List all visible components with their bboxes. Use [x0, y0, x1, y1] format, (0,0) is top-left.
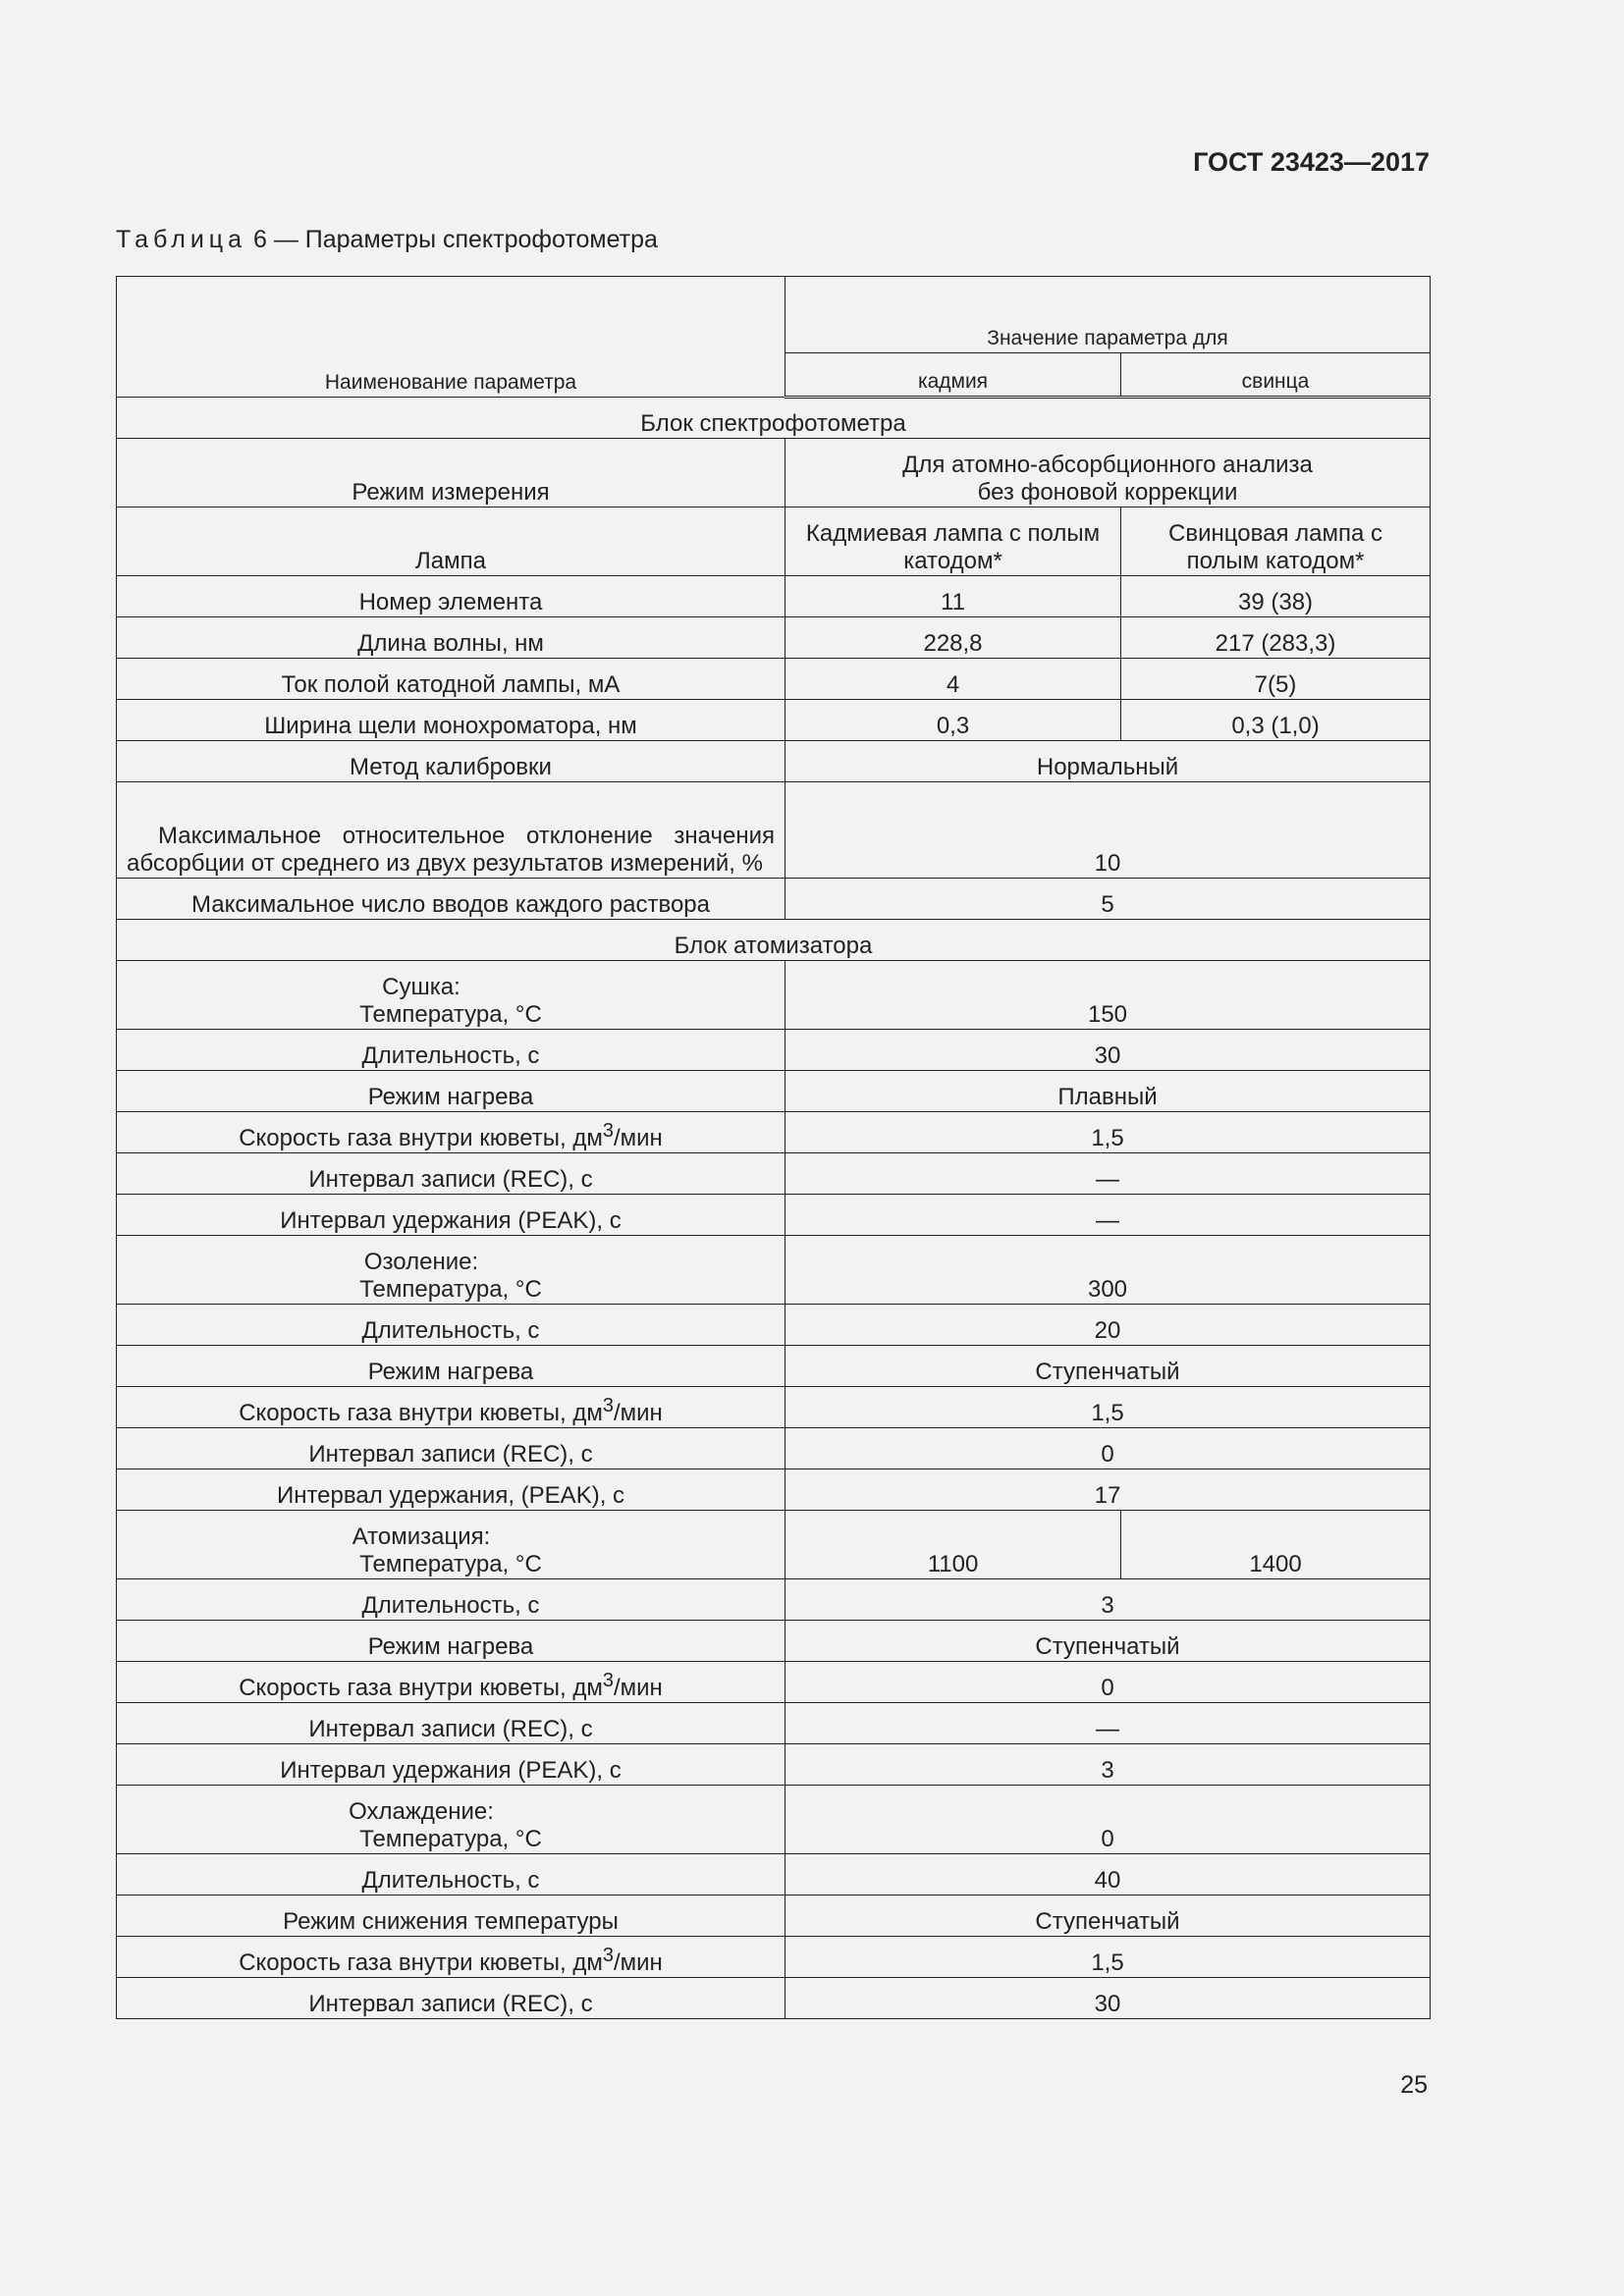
- row-value-wavelength-lead: 217 (283,3): [1121, 617, 1431, 659]
- row-value-slit-lead: 0,3 (1,0): [1121, 700, 1431, 741]
- row-name-ashing-heating: Режим нагрева: [117, 1346, 785, 1387]
- stage-title-atomization: Атомизация:: [352, 1523, 491, 1550]
- row-value-drying-gas: 1,5: [785, 1112, 1431, 1153]
- row-name-ashing-gas: Скорость газа внутри кюветы, $дм^3$/мин: [117, 1387, 785, 1428]
- row-value-atomization-duration: 3: [785, 1579, 1431, 1621]
- row-value-slit-cadmium: 0,3: [785, 700, 1121, 741]
- row-value-cooling-gas: 1,5: [785, 1937, 1431, 1978]
- row-name-atomization-heating: Режим нагрева: [117, 1621, 785, 1662]
- row-name-cooling-mode: Режим снижения температуры: [117, 1896, 785, 1937]
- row-value-drying-duration: 30: [785, 1030, 1431, 1071]
- stage-title-ashing: Озоление:: [363, 1249, 479, 1275]
- row-name-ashing-peak: Интервал удержания, (PEAK), с: [117, 1469, 785, 1511]
- stage-title-drying: Сушка:: [382, 974, 460, 1000]
- page-number: 25: [1400, 2071, 1428, 2099]
- header-cadmium: кадмия: [785, 353, 1121, 398]
- row-name-atomization-rec: Интервал записи (REC), с: [117, 1703, 785, 1744]
- row-value-ashing-gas: 1,5: [785, 1387, 1431, 1428]
- parameters-table: [116, 276, 1431, 2019]
- row-value-lamp-cadmium: Кадмиевая лампа с полым катодом*: [785, 507, 1121, 576]
- row-value-cooling-temperature: 0: [785, 1786, 1431, 1854]
- row-value-ashing-duration: 20: [785, 1305, 1431, 1346]
- stage-title-cooling: Охлаждение:: [349, 1798, 494, 1825]
- row-name-calibration: Метод калибровки: [117, 741, 785, 782]
- row-name-atomization-gas: Скорость газа внутри кюветы, $дм^3$/мин: [117, 1662, 785, 1703]
- row-name-max-inputs: Максимальное число вводов каждого раствора: [117, 879, 785, 920]
- row-value-atomization-gas: 0: [785, 1662, 1431, 1703]
- row-name-cooling-temperature: [117, 1786, 785, 1854]
- row-value-max-inputs: 5: [785, 879, 1431, 920]
- row-name-ashing-temperature: [117, 1236, 785, 1305]
- row-name-max-deviation: Максимальное относительное отклонение значения абсорбции от среднего из двух результатов измерений, %: [117, 782, 785, 879]
- row-value-ashing-temperature: 300: [785, 1236, 1431, 1305]
- row-value-measure-mode: Для атомно-абсорбционного анализа без фоновой коррекции: [785, 439, 1431, 507]
- row-value-atomization-heating: Ступенчатый: [785, 1621, 1431, 1662]
- row-name-wavelength: Длина волны, нм: [117, 617, 785, 659]
- drying-temperature-label: Температура, °С: [359, 1001, 542, 1028]
- row-name-drying-duration: Длительность, с: [117, 1030, 785, 1071]
- row-name-ashing-duration: Длительность, с: [117, 1305, 785, 1346]
- row-value-ashing-heating: Ступенчатый: [785, 1346, 1431, 1387]
- row-name-cooling-duration: Длительность, с: [117, 1854, 785, 1896]
- row-value-atomization-rec: —: [785, 1703, 1431, 1744]
- row-name-lamp: Лампа: [117, 507, 785, 576]
- table-caption-label: Таблица: [116, 226, 247, 253]
- row-value-ashing-peak: 17: [785, 1469, 1431, 1511]
- table-caption-text: 6 — Параметры спектрофотометра: [252, 226, 658, 253]
- row-name-drying-heating: Режим нагрева: [117, 1071, 785, 1112]
- row-name-atomization-temperature: [117, 1511, 785, 1579]
- row-value-calibration: Нормальный: [785, 741, 1431, 782]
- row-value-drying-rec: —: [785, 1153, 1431, 1195]
- row-name-measure-mode: Режим измерения: [117, 439, 785, 507]
- row-value-atomization-peak: 3: [785, 1744, 1431, 1786]
- header-value-group: Значение параметра для: [785, 277, 1431, 353]
- row-name-cooling-gas: Скорость газа внутри кюветы, $дм^3$/мин: [117, 1937, 785, 1978]
- row-value-ashing-rec: 0: [785, 1428, 1431, 1469]
- row-value-lamp-lead: Свинцовая лампа с полым катодом*: [1121, 507, 1431, 576]
- section-atomizer: Блок атомизатора: [117, 920, 1431, 961]
- row-name-drying-gas: Скорость газа внутри кюветы, $дм^3$/мин: [117, 1112, 785, 1153]
- row-value-drying-heating: Плавный: [785, 1071, 1431, 1112]
- row-name-drying-peak: Интервал удержания (PEAK), с: [117, 1195, 785, 1236]
- row-name-ashing-rec: Интервал записи (REC), с: [117, 1428, 785, 1469]
- row-value-current-cadmium: 4: [785, 659, 1121, 700]
- row-value-wavelength-cadmium: 228,8: [785, 617, 1121, 659]
- row-name-lamp-current: Ток полой катодной лампы, мА: [117, 659, 785, 700]
- row-value-element-cadmium: 11: [785, 576, 1121, 617]
- row-name-atomization-peak: Интервал удержания (PEAK), с: [117, 1744, 785, 1786]
- row-value-cooling-duration: 40: [785, 1854, 1431, 1896]
- cooling-temperature-label: Температура, °С: [359, 1826, 542, 1852]
- row-value-atomization-temp-lead: 1400: [1121, 1511, 1431, 1579]
- row-value-drying-peak: —: [785, 1195, 1431, 1236]
- ashing-temperature-label: Температура, °С: [359, 1276, 542, 1303]
- row-value-drying-temperature: 150: [785, 961, 1431, 1030]
- row-value-atomization-temp-cadmium: 1100: [785, 1511, 1121, 1579]
- row-value-max-deviation: 10: [785, 782, 1431, 879]
- row-value-cooling-mode: Ступенчатый: [785, 1896, 1431, 1937]
- row-name-element-number: Номер элемента: [117, 576, 785, 617]
- row-name-drying-rec: Интервал записи (REC), с: [117, 1153, 785, 1195]
- row-value-cooling-rec: 30: [785, 1978, 1431, 2019]
- row-name-drying-temperature: [117, 961, 785, 1030]
- header-parameter-name: Наименование параметра: [117, 277, 785, 398]
- row-name-atomization-duration: Длительность, с: [117, 1579, 785, 1621]
- row-name-cooling-rec: Интервал записи (REC), с: [117, 1978, 785, 2019]
- document-code: ГОСТ 23423—2017: [1193, 147, 1430, 177]
- table-caption: [116, 226, 658, 254]
- atomization-temperature-label: Температура, °С: [359, 1551, 542, 1577]
- header-lead: свинца: [1121, 353, 1431, 398]
- row-name-slit-width: Ширина щели монохроматора, нм: [117, 700, 785, 741]
- section-spectrophotometer: Блок спектрофотометра: [117, 398, 1431, 439]
- row-value-element-lead: 39 (38): [1121, 576, 1431, 617]
- row-value-current-lead: 7(5): [1121, 659, 1431, 700]
